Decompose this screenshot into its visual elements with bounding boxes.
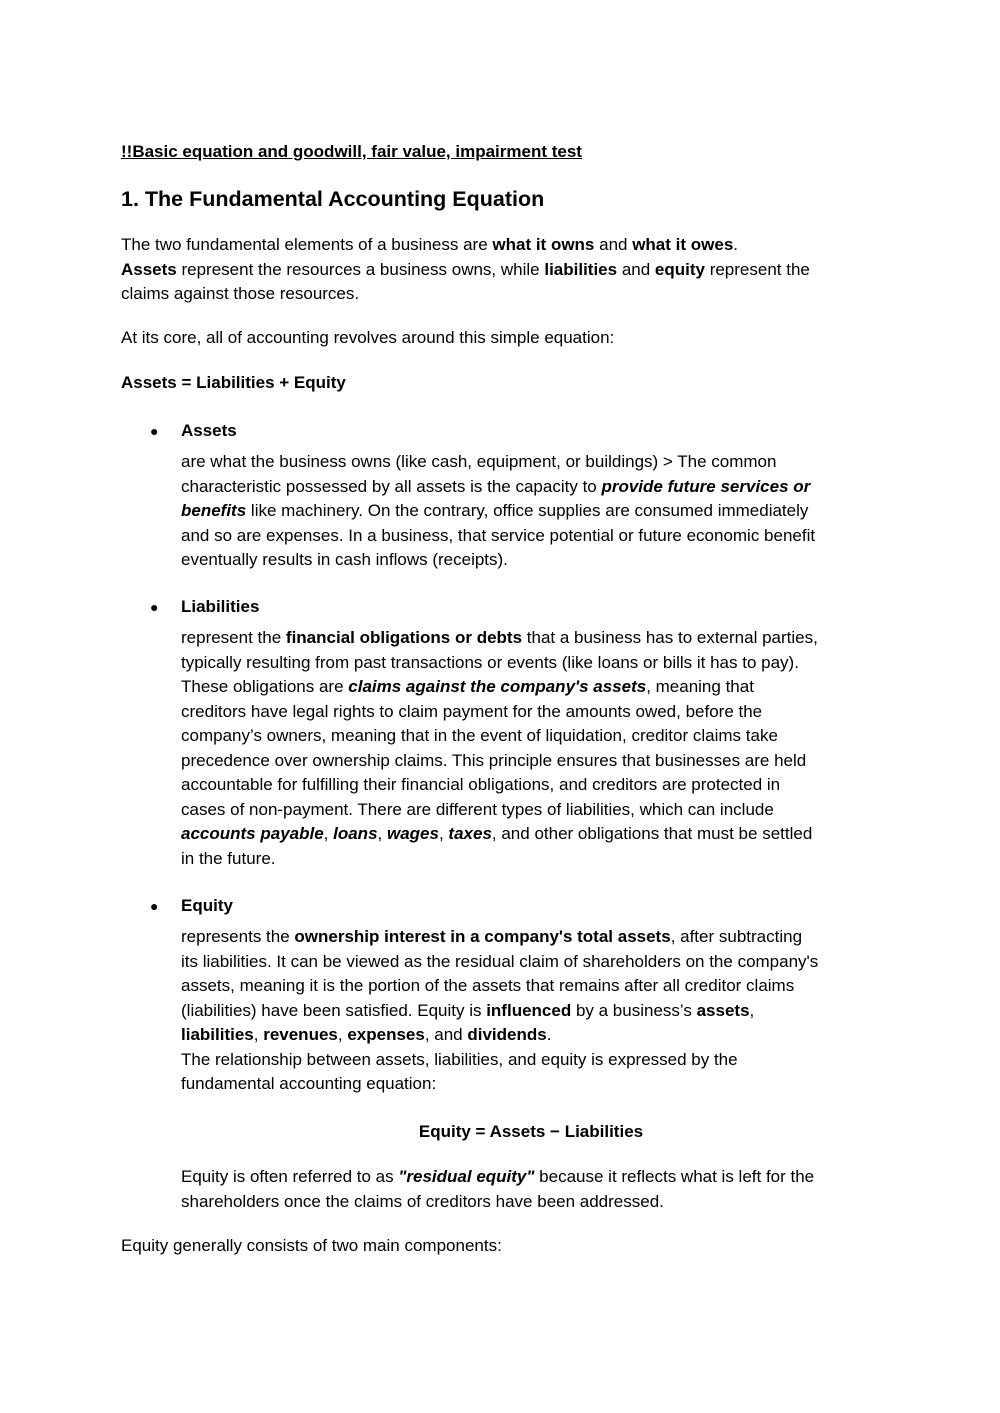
intro-line-3: claims against those resources. — [121, 284, 360, 303]
text-run: because it reflects what is left for the — [534, 1167, 815, 1186]
assets-paragraph — [181, 450, 881, 573]
bold-run: what it owes — [632, 235, 734, 254]
bold-run: expenses — [347, 1025, 425, 1044]
text-line: creditors have legal rights to claim payment for the amounts owed, before the — [181, 701, 763, 721]
text-run: and — [617, 259, 655, 279]
bold-italic-run: wages — [386, 824, 439, 843]
bullet-icon: ● — [150, 898, 159, 914]
bullet-icon: ● — [150, 423, 159, 439]
text-run: Equity is often referred to as — [181, 1167, 399, 1186]
text-run: The two fundamental elements of a business are — [121, 235, 493, 254]
equity-paragraph — [181, 925, 881, 1097]
text-line: shareholders once the claims of creditors have been addressed. — [181, 1191, 664, 1211]
text-line — [181, 925, 881, 950]
text-line — [181, 999, 881, 1024]
text-run: , after subtracting — [670, 927, 803, 946]
text-line — [181, 499, 881, 524]
text-run: , — [749, 1000, 755, 1020]
text-run: represent the resources a business owns, while — [176, 259, 545, 279]
text-run: , and other obligations that must be settled — [491, 824, 813, 843]
text-line: company’s owners, meaning that in the event of liquidation, creditor claims take — [181, 726, 778, 745]
text-run: represents the — [181, 927, 295, 946]
text-line: are what the business owns (like cash, equipment, or buildings) > The common — [181, 452, 777, 471]
text-run: represent the — [181, 628, 286, 647]
text-line — [181, 1165, 881, 1190]
liabilities-paragraph — [181, 626, 881, 871]
bold-run: Assets — [121, 259, 177, 279]
text-run: characteristic possessed by all assets is the capacity to — [181, 476, 602, 496]
bold-italic-run: provide future services or — [601, 476, 811, 496]
text-run: that a business has to external parties, — [522, 628, 818, 647]
text-run: like machinery. On the contrary, office supplies are consumed immediately — [246, 501, 809, 520]
text-line: assets, meaning it is the portion of the assets that remains after all creditor claims — [181, 976, 795, 995]
intro-line-1 — [121, 233, 881, 258]
text-line — [181, 1023, 881, 1048]
text-run: represent the — [704, 259, 810, 279]
bold-run: assets — [696, 1000, 750, 1020]
closing-sentence: Equity generally consists of two main components: — [121, 1236, 502, 1255]
text-line: its liabilities. It can be viewed as the residual claim of shareholders on the company's — [181, 951, 819, 971]
liabilities-heading: Liabilities — [181, 597, 260, 616]
text-line: precedence over ownership claims. This principle ensures that businesses are held — [181, 750, 807, 770]
text-run: , — [253, 1025, 264, 1044]
text-run: . — [733, 235, 739, 254]
bold-run: liabilities — [544, 259, 618, 279]
section-heading: 1. The Fundamental Accounting Equation — [121, 187, 545, 211]
text-run: , — [438, 824, 449, 843]
text-run: (liabilities) have been satisfied. Equity is — [181, 1000, 487, 1020]
text-line: accountable for fulfilling their financial obligations, and creditors are protected in — [181, 775, 781, 794]
bold-italic-run: benefits — [181, 501, 247, 520]
text-line: fundamental accounting equation: — [181, 1074, 437, 1093]
text-line: eventually results in cash inflows (receipts). — [181, 550, 508, 569]
text-run: by a business’s — [571, 1000, 697, 1020]
text-run: , — [337, 1025, 348, 1044]
intro-line-2 — [121, 258, 881, 283]
bold-italic-run: claims against the company's assets — [348, 677, 647, 696]
bullet-icon: ● — [150, 599, 159, 615]
text-line — [181, 822, 881, 847]
bold-run: what it owns — [492, 235, 595, 254]
bold-run: liabilities — [181, 1025, 254, 1044]
text-run: and — [594, 235, 633, 254]
text-line: in the future. — [181, 848, 276, 868]
text-line: The relationship between assets, liabilities, and equity is expressed by the — [181, 1049, 738, 1069]
text-run: These obligations are — [181, 677, 349, 696]
text-run: , — [323, 824, 334, 843]
text-line: typically resulting from past transactions or events (like loans or bills it has to pay). — [181, 652, 799, 672]
bold-italic-run: "residual equity" — [398, 1167, 535, 1186]
text-line — [181, 675, 881, 700]
bold-run: dividends — [467, 1025, 547, 1044]
text-line — [181, 475, 881, 500]
core-sentence: At its core, all of accounting revolves around this simple equation: — [121, 328, 615, 347]
equity-heading: Equity — [181, 896, 233, 915]
bold-run: equity — [654, 259, 705, 279]
text-run: , — [377, 824, 387, 843]
text-line — [181, 626, 881, 651]
text-run: , meaning that — [646, 677, 754, 696]
bold-run: financial obligations or debts — [285, 628, 523, 647]
intro-paragraph — [121, 233, 881, 307]
document-title: !!Basic equation and goodwill, fair value, impairment test — [121, 142, 582, 161]
bold-italic-run: accounts payable — [181, 824, 324, 843]
text-run: , and — [424, 1025, 468, 1044]
bold-italic-run: loans — [333, 824, 378, 843]
text-line: and so are expenses. In a business, that service potential or future economic benefit — [181, 525, 816, 545]
basic-equation: Assets = Liabilities + Equity — [121, 373, 346, 392]
bold-run: revenues — [263, 1025, 338, 1044]
bold-run: ownership interest in a company's total assets — [294, 927, 671, 946]
bold-italic-run: taxes — [448, 824, 492, 843]
residual-equity-paragraph — [181, 1165, 881, 1214]
text-line: cases of non-payment. There are different types of liabilities, which can include — [181, 799, 774, 819]
text-run: . — [546, 1025, 552, 1044]
equity-equation: Equity = Assets − Liabilities — [418, 1122, 644, 1141]
assets-heading: Assets — [181, 421, 237, 440]
bold-run: influenced — [486, 1000, 572, 1020]
